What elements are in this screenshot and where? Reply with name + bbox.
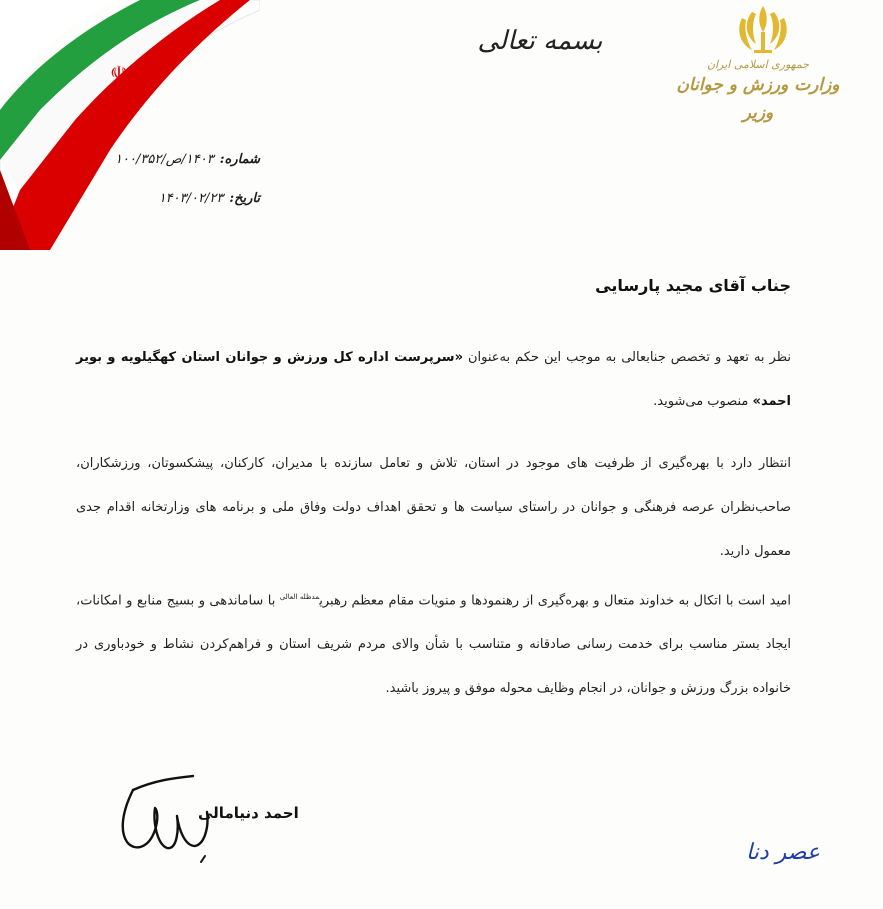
ministry-country: جمهوری اسلامی ایران xyxy=(706,58,810,71)
basmala: بسمه تعالی xyxy=(477,26,603,56)
number-label: شماره: xyxy=(219,152,260,167)
date-value: ۱۴۰۳/۰۲/۲۳ xyxy=(158,191,224,206)
ministry-minister: وزیر xyxy=(742,103,774,123)
p3-intro: امید است با اتکال به خداوند متعال و بهره‌گیری از رهنمودها و منویات مقام معظم رهبری xyxy=(319,593,791,609)
paragraph-closing xyxy=(76,575,791,711)
iran-emblem-icon xyxy=(732,2,794,56)
signer-name: احمد دنیامالی xyxy=(198,804,299,822)
paragraph-expectations: انتظار دارد با بهره‌گیری از ظرفیت های موجود در استان، تلاش و تعامل سازنده با مدیران، کارکنان، پیشکسوتان، ورزشکاران، صاحب‌نظران عرصه فرهنگی و جوانان در راستای سیاست ها و تحقق اهداف دولت وفاق ملی و برنامه های وزارتخانه اقدام جدی معمول دارید. xyxy=(76,456,791,559)
watermark-logo: عصر دنا xyxy=(746,840,820,865)
p1-position-title: «سرپرست اداره کل ورزش و جوانان استان کهگیلویه و بویر احمد» xyxy=(76,350,791,409)
p1-intro: نظر به تعهد و تخصص جنابعالی به موجب این حکم به‌عنوان xyxy=(462,350,791,365)
ministry-letterhead xyxy=(673,58,843,123)
p1-outro: منصوب می‌شوید. xyxy=(653,394,753,409)
date-label: تاریخ: xyxy=(229,191,260,206)
p3-honorific: مدظله العالی xyxy=(279,593,320,601)
addressee: جناب آقای مجید پارسایی xyxy=(595,276,791,295)
svg-text:☫: ☫ xyxy=(110,61,128,85)
letter-meta xyxy=(110,152,260,230)
letter-date xyxy=(110,191,260,206)
p3-outro: با ساماندهی و بسیج منابع و امکانات، ایجاد بستر مناسب برای خدمت رسانی صادقانه و متناسب با شأن والای مردم شریف استان و فراهم‌کردن نشاط و خودباوری در خانواده بزرگ ورزش و جوانان، در انجام وظایف محوله موفق و پیروز باشید. xyxy=(76,593,791,697)
number-value: ۱۴۰۳/ص/۱۰۰/۳۵۲ xyxy=(115,152,214,167)
letter-number xyxy=(110,152,260,167)
ministry-name: وزارت ورزش و جوانان xyxy=(676,75,840,95)
paragraph-appointment xyxy=(76,336,791,424)
